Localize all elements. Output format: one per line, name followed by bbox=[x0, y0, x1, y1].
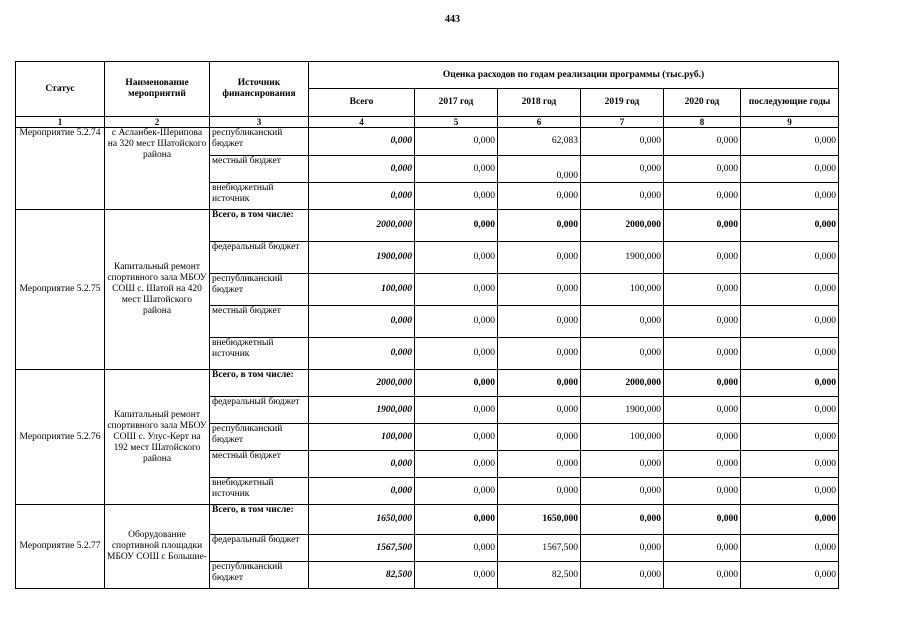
header-2017: 2017 год bbox=[415, 89, 498, 117]
value-total-cell: 0,000 bbox=[309, 306, 415, 338]
value-2020-cell: 0,000 bbox=[664, 183, 741, 210]
status-cell: Мероприятие 5.2.74 bbox=[16, 128, 105, 210]
value-2018-cell: 0,000 bbox=[498, 478, 581, 505]
header-estimate: Оценка расходов по годам реализации программы (тыс.руб.) bbox=[309, 62, 839, 89]
col-number: 2 bbox=[105, 117, 210, 128]
value-total-cell: 0,000 bbox=[309, 451, 415, 478]
value-after-cell: 0,000 bbox=[741, 397, 839, 424]
table-body bbox=[16, 128, 839, 589]
value-2018-cell: 0,000 bbox=[498, 370, 581, 397]
value-2017-cell: 0,000 bbox=[415, 535, 498, 562]
header-2019: 2019 год bbox=[581, 89, 664, 117]
table-header bbox=[16, 62, 839, 128]
measure-name-cell: с Асланбек-Шерипова на 320 мест Шатойского района bbox=[105, 128, 210, 210]
header-2018: 2018 год bbox=[498, 89, 581, 117]
budget-table bbox=[15, 61, 839, 589]
value-after-cell: 0,000 bbox=[741, 424, 839, 451]
funding-source-cell: местный бюджет bbox=[210, 156, 309, 183]
value-2020-cell: 0,000 bbox=[664, 478, 741, 505]
value-2017-cell: 0,000 bbox=[415, 156, 498, 183]
col-number: 7 bbox=[581, 117, 664, 128]
value-2020-cell: 0,000 bbox=[664, 210, 741, 242]
measure-name-cell: Оборудование спортивной площадки МБОУ СОШ с Большие- bbox=[105, 505, 210, 589]
value-2019-cell: 100,000 bbox=[581, 424, 664, 451]
table-row bbox=[16, 370, 839, 397]
value-2018-cell: 0,000 bbox=[498, 451, 581, 478]
value-2017-cell: 0,000 bbox=[415, 505, 498, 535]
table-row bbox=[16, 128, 839, 156]
funding-source-cell: республиканский бюджет bbox=[210, 424, 309, 451]
measure-name-cell: Капитальный ремонт спортивного зала МБОУ СОШ с. Шатой на 420 мест Шатойского района bbox=[105, 210, 210, 370]
funding-source-cell: федеральный бюджет bbox=[210, 535, 309, 562]
value-2020-cell: 0,000 bbox=[664, 535, 741, 562]
value-2017-cell: 0,000 bbox=[415, 210, 498, 242]
value-after-cell: 0,000 bbox=[741, 156, 839, 183]
header-after: последующие годы bbox=[741, 89, 839, 117]
value-after-cell: 0,000 bbox=[741, 451, 839, 478]
funding-source-cell: Всего, в том числе: bbox=[210, 370, 309, 397]
value-total-cell: 1567,500 bbox=[309, 535, 415, 562]
value-2017-cell: 0,000 bbox=[415, 397, 498, 424]
value-2017-cell: 0,000 bbox=[415, 242, 498, 274]
value-2020-cell: 0,000 bbox=[664, 338, 741, 370]
funding-source-cell: республиканский бюджет bbox=[210, 562, 309, 589]
value-2017-cell: 0,000 bbox=[415, 424, 498, 451]
col-number: 4 bbox=[309, 117, 415, 128]
col-number: 1 bbox=[16, 117, 105, 128]
value-2019-cell: 0,000 bbox=[581, 505, 664, 535]
header-2020: 2020 год bbox=[664, 89, 741, 117]
value-total-cell: 2000,000 bbox=[309, 370, 415, 397]
value-after-cell: 0,000 bbox=[741, 210, 839, 242]
table-row bbox=[16, 505, 839, 535]
value-2019-cell: 0,000 bbox=[581, 535, 664, 562]
value-total-cell: 0,000 bbox=[309, 338, 415, 370]
value-2017-cell: 0,000 bbox=[415, 562, 498, 589]
value-after-cell: 0,000 bbox=[741, 338, 839, 370]
value-after-cell: 0,000 bbox=[741, 505, 839, 535]
value-2019-cell: 0,000 bbox=[581, 562, 664, 589]
value-total-cell: 0,000 bbox=[309, 128, 415, 156]
value-2020-cell: 0,000 bbox=[664, 274, 741, 306]
value-2020-cell: 0,000 bbox=[664, 242, 741, 274]
col-number: 9 bbox=[741, 117, 839, 128]
value-2019-cell: 0,000 bbox=[581, 306, 664, 338]
value-2018-cell: 0,000 bbox=[498, 274, 581, 306]
value-2019-cell: 2000,000 bbox=[581, 370, 664, 397]
header-source: Источник финансирования bbox=[210, 62, 309, 117]
value-2018-cell: 0,000 bbox=[498, 242, 581, 274]
col-number: 3 bbox=[210, 117, 309, 128]
header-name: Наименование мероприятий bbox=[105, 62, 210, 117]
value-2018-cell: 0,000 bbox=[498, 306, 581, 338]
funding-source-cell: местный бюджет bbox=[210, 451, 309, 478]
value-after-cell: 0,000 bbox=[741, 274, 839, 306]
value-after-cell: 0,000 bbox=[741, 535, 839, 562]
value-2019-cell: 1900,000 bbox=[581, 397, 664, 424]
value-total-cell: 1900,000 bbox=[309, 397, 415, 424]
value-total-cell: 100,000 bbox=[309, 424, 415, 451]
value-2017-cell: 0,000 bbox=[415, 183, 498, 210]
funding-source-cell: внебюджетный источник bbox=[210, 183, 309, 210]
col-number: 8 bbox=[664, 117, 741, 128]
value-total-cell: 2000,000 bbox=[309, 210, 415, 242]
col-number: 6 bbox=[498, 117, 581, 128]
measure-name-cell: Капитальный ремонт спортивного зала МБОУ СОШ с. Улус-Керт на 192 мест Шатойского района bbox=[105, 370, 210, 505]
value-after-cell: 0,000 bbox=[741, 183, 839, 210]
funding-source-cell: местный бюджет bbox=[210, 306, 309, 338]
header-total: Всего bbox=[309, 89, 415, 117]
value-2018-cell: 0,000 bbox=[498, 183, 581, 210]
value-2020-cell: 0,000 bbox=[664, 397, 741, 424]
value-2020-cell: 0,000 bbox=[664, 451, 741, 478]
value-total-cell: 0,000 bbox=[309, 183, 415, 210]
header-status: Статус bbox=[16, 62, 105, 117]
value-2019-cell: 1900,000 bbox=[581, 242, 664, 274]
funding-source-cell: Всего, в том числе: bbox=[210, 505, 309, 535]
value-2019-cell: 0,000 bbox=[581, 183, 664, 210]
value-after-cell: 0,000 bbox=[741, 370, 839, 397]
funding-source-cell: внебюджетный источник bbox=[210, 338, 309, 370]
value-2020-cell: 0,000 bbox=[664, 424, 741, 451]
value-2017-cell: 0,000 bbox=[415, 274, 498, 306]
value-after-cell: 0,000 bbox=[741, 128, 839, 156]
value-2020-cell: 0,000 bbox=[664, 156, 741, 183]
funding-source-cell: федеральный бюджет bbox=[210, 397, 309, 424]
value-2018-cell: 0,000 bbox=[498, 338, 581, 370]
value-2018-cell: 0,000 bbox=[498, 210, 581, 242]
value-2017-cell: 0,000 bbox=[415, 451, 498, 478]
value-2018-cell: 82,500 bbox=[498, 562, 581, 589]
value-2020-cell: 0,000 bbox=[664, 370, 741, 397]
funding-source-cell: республиканский бюджет bbox=[210, 274, 309, 306]
value-2018-cell: 0,000 bbox=[498, 424, 581, 451]
funding-source-cell: внебюджетный источник bbox=[210, 478, 309, 505]
value-2018-cell: 1650,000 bbox=[498, 505, 581, 535]
value-total-cell: 0,000 bbox=[309, 156, 415, 183]
value-2017-cell: 0,000 bbox=[415, 370, 498, 397]
page-number: 443 bbox=[445, 14, 460, 25]
value-2018-cell: 1567,500 bbox=[498, 535, 581, 562]
value-2018-cell: 0,000 bbox=[498, 397, 581, 424]
status-cell: Мероприятие 5.2.76 bbox=[16, 370, 105, 505]
value-total-cell: 100,000 bbox=[309, 274, 415, 306]
value-total-cell: 0,000 bbox=[309, 478, 415, 505]
value-2019-cell: 0,000 bbox=[581, 338, 664, 370]
status-cell: Мероприятие 5.2.77 bbox=[16, 505, 105, 589]
value-2019-cell: 100,000 bbox=[581, 274, 664, 306]
value-2017-cell: 0,000 bbox=[415, 306, 498, 338]
value-2020-cell: 0,000 bbox=[664, 128, 741, 156]
funding-source-cell: Всего, в том числе: bbox=[210, 210, 309, 242]
col-number: 5 bbox=[415, 117, 498, 128]
value-2019-cell: 2000,000 bbox=[581, 210, 664, 242]
value-total-cell: 1650,000 bbox=[309, 505, 415, 535]
value-2020-cell: 0,000 bbox=[664, 562, 741, 589]
value-2018-cell: 0,000 bbox=[498, 156, 581, 183]
table-row bbox=[16, 210, 839, 242]
value-2017-cell: 0,000 bbox=[415, 128, 498, 156]
value-after-cell: 0,000 bbox=[741, 306, 839, 338]
value-total-cell: 82,500 bbox=[309, 562, 415, 589]
funding-source-cell: республиканский бюджет bbox=[210, 128, 309, 156]
funding-source-cell: федеральный бюджет bbox=[210, 242, 309, 274]
value-2019-cell: 0,000 bbox=[581, 451, 664, 478]
value-after-cell: 0,000 bbox=[741, 562, 839, 589]
value-2019-cell: 0,000 bbox=[581, 478, 664, 505]
value-after-cell: 0,000 bbox=[741, 242, 839, 274]
value-2020-cell: 0,000 bbox=[664, 505, 741, 535]
value-total-cell: 1900,000 bbox=[309, 242, 415, 274]
status-cell: Мероприятие 5.2.75 bbox=[16, 210, 105, 370]
value-2019-cell: 0,000 bbox=[581, 128, 664, 156]
value-2020-cell: 0,000 bbox=[664, 306, 741, 338]
value-2018-cell: 62,083 bbox=[498, 128, 581, 156]
value-after-cell: 0,000 bbox=[741, 478, 839, 505]
value-2017-cell: 0,000 bbox=[415, 478, 498, 505]
value-2017-cell: 0,000 bbox=[415, 338, 498, 370]
value-2019-cell: 0,000 bbox=[581, 156, 664, 183]
